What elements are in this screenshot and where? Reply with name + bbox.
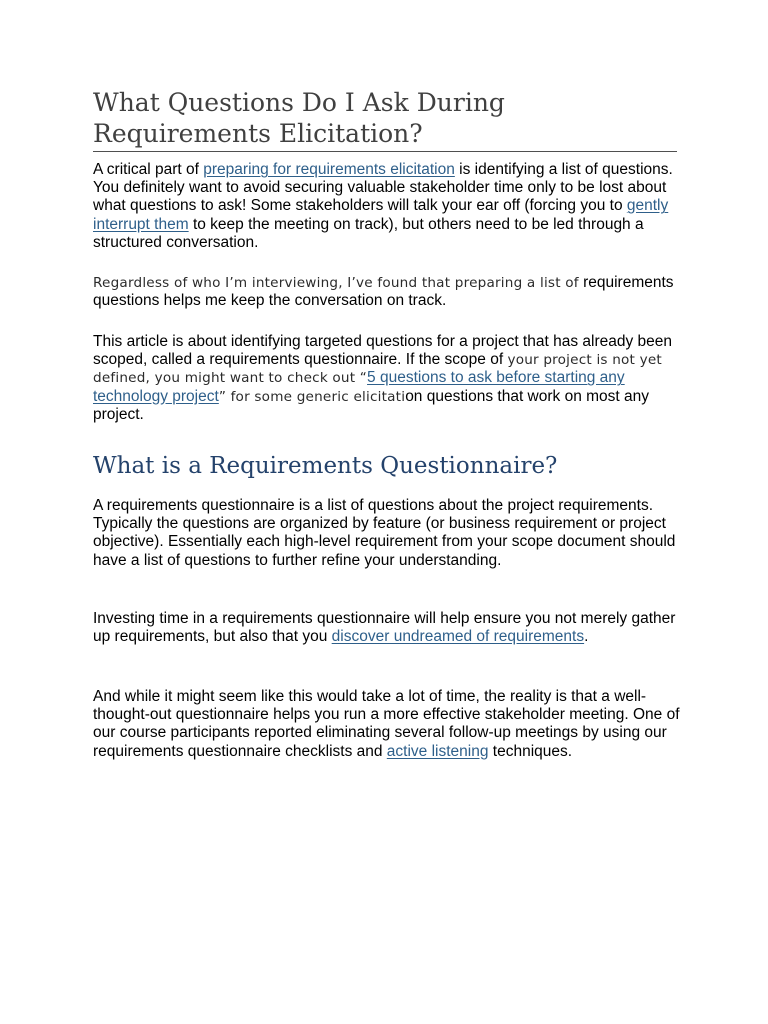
title-underline-divider (93, 151, 677, 152)
section-heading: What is a Requirements Questionnaire? (93, 453, 558, 479)
paragraph-text: to keep the meeting on track), but others need to be led through a structured conversation. (93, 215, 644, 251)
intro-paragraph-2 (93, 274, 683, 310)
intro-paragraph-1 (93, 161, 683, 252)
paragraph-text: Regardless of who I’m interviewing, I’ve found that preparing a list of (93, 275, 579, 291)
paragraph-text: on questions that work on most any project. (93, 387, 650, 423)
paragraph-text: ” for some generic elicitati (218, 388, 406, 405)
paragraph-text: And while it might seem like this would take a lot of time, the reality is that a well-thought-out questionnaire helps you run a more effective stakeholder meeting. One of our course participants reported eliminating several follow-up meetings by using our requirements questionnaire checklists and (93, 688, 680, 760)
link-gently-interrupt-them[interactable]: gently interrupt them (93, 197, 669, 233)
link-discover-undreamed-of-requirements[interactable]: discover undreamed of requirements (331, 628, 585, 646)
paragraph-text: Investing time in a requirements questionnaire will help ensure you not merely gather up requirements, but also that you (93, 610, 676, 646)
paragraph-text: This article is about identifying targeted questions for a project that has already been scoped, called a requirements questionnaire. If the scope of (93, 333, 673, 369)
link-active-listening[interactable]: active listening (386, 742, 489, 760)
paragraph-text: A critical part of (93, 161, 204, 178)
paragraph-text: techniques. (488, 742, 573, 760)
link-preparing-for-requirements-elicitation[interactable]: preparing for requirements elicitation (203, 161, 455, 178)
paragraph-text: is identifying a list of questions. You definitely want to avoid securing valuable stakeholder time only to be lost about what questions to ask! Some stakeholders will talk your ear off (forcing you to (93, 161, 673, 215)
section-paragraph-2 (93, 610, 683, 646)
section-paragraph-1: A requirements questionnaire is a list of questions about the project requirements. Typically the questions are organized by feature (or business requirement or project objective). Essentially each high-level requirement from your scope document should have a list of questions to further refine your understanding. (93, 497, 676, 569)
section-paragraph-3 (93, 688, 683, 761)
paragraph-text: your project is not yet defined, you might want to check out “ (93, 352, 662, 387)
intro-paragraph-3 (93, 333, 683, 424)
paragraph-text: . (584, 628, 589, 646)
link-5-questions-to-ask[interactable]: 5 questions to ask before starting any technology project (93, 369, 625, 405)
page-title: What Questions Do I Ask During Requirements Elicitation? (93, 88, 505, 148)
paragraph-text: requirements questions helps me keep the conversation on track. (93, 274, 674, 310)
